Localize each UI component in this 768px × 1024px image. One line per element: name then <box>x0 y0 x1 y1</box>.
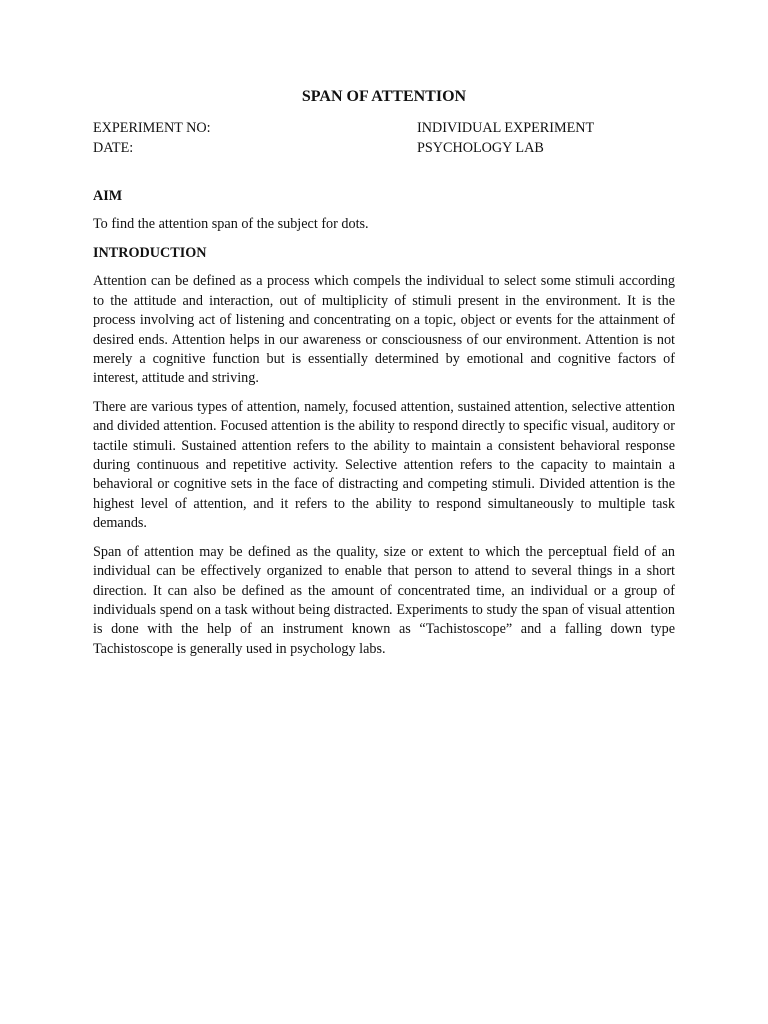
meta-row-experiment <box>93 118 675 138</box>
lab-name: PSYCHOLOGY LAB <box>417 140 544 156</box>
aim-text: To find the attention span of the subject for dots. <box>93 216 369 232</box>
date-label: DATE: <box>93 140 134 156</box>
document-page <box>93 86 675 659</box>
introduction-paragraph: There are various types of attention, namely, focused attention, sustained attention, selective attention and divided attention. Focused attention is the ability to respond directly to specific visual, auditory or tactile stimuli. Sustained attention refers to the ability to maintain a consistent behavioral response during continuous and repetitive activity. Selective attention refers to the capacity to maintain a behavioral or cognitive sets in the face of distracting and competing stimuli. Divided attention is the highest level of attention, and it refers to the ability to respond simultaneously to multiple task demands. <box>93 398 675 532</box>
aim-heading: AIM <box>93 188 123 204</box>
meta-row-date <box>93 138 675 158</box>
introduction-paragraph: Span of attention may be defined as the quality, size or extent to which the perceptual field of an individual can be effectively organized to enable that person to attend to several things in a short direction. It can also be defined as the amount of concentrated time, an individual or a group of individuals spend on a task without being distracted. Experiments to study the span of visual attention is done with the help of an instrument known as “Tachistoscope” and a falling down type Tachistoscope is generally used in psychology labs. <box>93 543 675 657</box>
introduction-heading: INTRODUCTION <box>93 245 207 262</box>
experiment-no-label: EXPERIMENT NO: <box>93 120 211 136</box>
document-title: SPAN OF ATTENTION <box>301 88 467 105</box>
introduction-paragraph: Attention can be defined as a process which compels the individual to select some stimuli according to the attitude and interaction, out of multiplicity of stimuli present in the environment. It is the process involving act of listening and concentrating on a topic, object or events for the attainment of desired ends. Attention helps in our awareness or consciousness of our environment. Attention is not merely a cognitive function but is essentially determined by emotional and cognitive factors of interest, attitude and striving. <box>93 273 675 387</box>
experiment-type: INDIVIDUAL EXPERIMENT <box>417 120 595 136</box>
